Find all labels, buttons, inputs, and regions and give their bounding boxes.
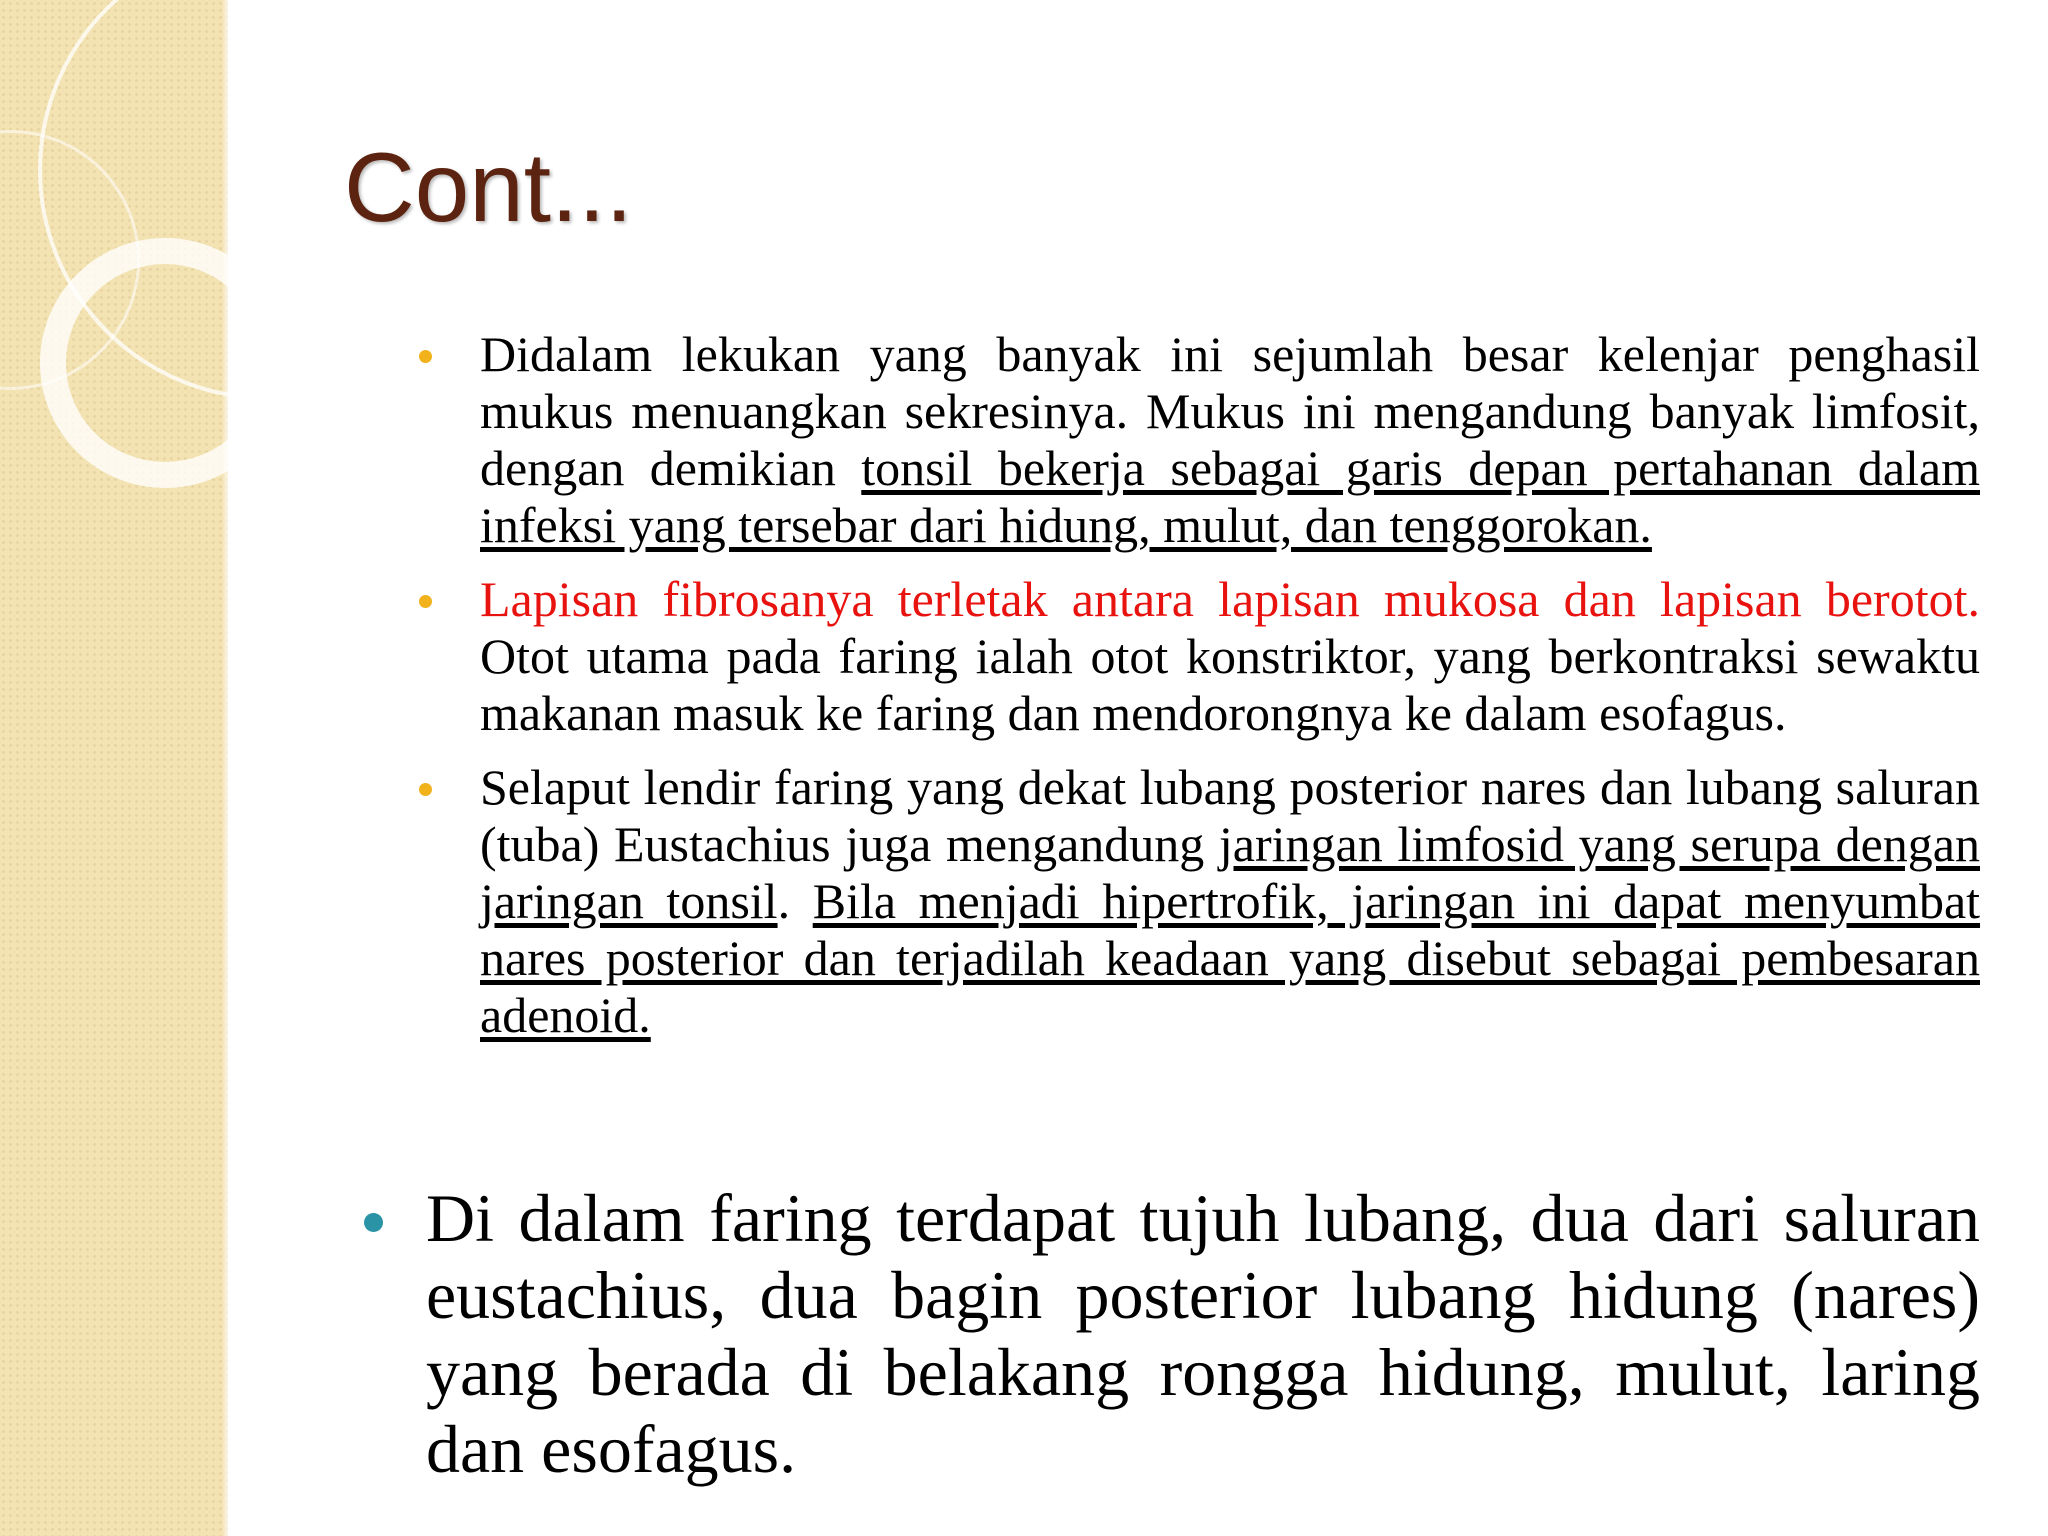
main-bullet-item: [358, 1180, 1980, 1488]
slide-title: Cont...: [344, 132, 633, 242]
sub-bullet-item: [416, 326, 1980, 554]
decorative-side-panel: [0, 0, 228, 1536]
sub-bullet-item: [416, 571, 1980, 742]
underlined-text-segment: jaringan limfosid yang serupa dengan jaringan tonsil: [480, 816, 1980, 929]
bullet-dot-icon: [364, 1213, 383, 1232]
underlined-text-segment: Bila menjadi hipertrofik, jaringan ini dapat menyumbat nares posterior dan terjadilah keadaan yang disebut sebagai pembesaran adenoid.: [480, 873, 1981, 1043]
bullet-dot-icon: [419, 595, 432, 608]
main-bullet-text: Di dalam faring terdapat tujuh lubang, dua dari saluran eustachius, dua bagin posterior lubang hidung (nares) yang berada di belakang rongga hidung, mulut, laring dan esofagus.: [426, 1180, 1980, 1487]
red-text-segment: Lapisan fibrosanya terletak antara lapisan mukosa dan lapisan berotot.: [480, 571, 1980, 627]
underlined-text-segment: tonsil bekerja sebagai garis depan pertahanan dalam infeksi yang tersebar dari hidung, mulut, dan tenggorokan.: [480, 440, 1980, 553]
text-segment: Didalam lekukan yang banyak ini sejumlah besar kelenjar penghasil mukus menuangkan sekresinya. Mukus ini mengandung banyak limfosit, dengan demikian: [480, 326, 1980, 496]
text-segment: Selaput lendir faring yang dekat lubang posterior nares dan lubang saluran (tuba) Eustachius juga mengandung: [480, 759, 1980, 872]
sub-bullet-item: [416, 759, 1980, 1044]
bullet-dot-icon: [419, 350, 432, 363]
sub-bullet-list: [416, 326, 1980, 1061]
text-segment: .: [777, 873, 813, 929]
text-segment: Otot utama pada faring ialah otot konstriktor, yang berkontraksi sewaktu makanan masuk ke faring dan mendorongnya ke dalam esofagus.: [480, 628, 1980, 741]
bullet-dot-icon: [419, 783, 432, 796]
